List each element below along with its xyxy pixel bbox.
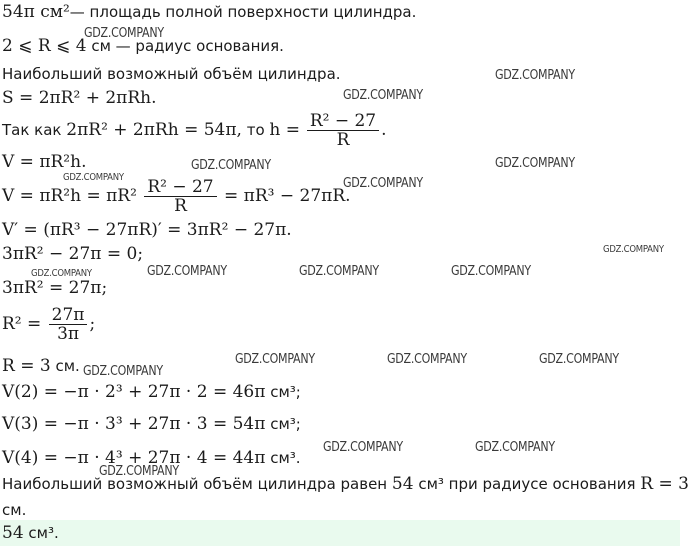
text-radius-label: см — радиус основания. xyxy=(91,37,284,55)
line-h-expression xyxy=(2,112,387,149)
math-radius-result: R = 3 xyxy=(2,356,51,376)
watermark: GDZ.COMPANY xyxy=(539,352,619,367)
text-conclusion-b: см³ при радиусе основания xyxy=(418,475,636,493)
text-then: то xyxy=(246,121,265,139)
answer-box xyxy=(0,520,680,546)
watermark: GDZ.COMPANY xyxy=(63,172,124,183)
text-since: Так как xyxy=(2,121,62,139)
line-volume-substitution xyxy=(2,178,351,215)
answer-value: 54 xyxy=(2,523,24,543)
math-volume-pre: V = πR²h = πR² xyxy=(2,186,137,206)
line-volume-formula: V = πR²h. xyxy=(2,152,87,172)
fraction-numerator: 27π xyxy=(51,305,85,325)
fraction-denominator: R xyxy=(144,196,216,215)
fraction-r-squared xyxy=(49,306,88,343)
fraction-h xyxy=(307,112,379,149)
text-unit-cm3: см³; xyxy=(270,383,301,401)
line-derivative: V′ = (πR³ − 27πR)′ = 3πR² − 27π. xyxy=(2,220,292,240)
watermark: GDZ.COMPANY xyxy=(495,156,575,171)
period: . xyxy=(381,120,387,140)
watermark: GDZ.COMPANY xyxy=(323,440,403,455)
math-volume-2: V(2) = −π · 2³ + 27π · 2 = 46π xyxy=(2,382,266,402)
math-max-volume: 54 xyxy=(391,474,414,494)
line-goal: Наибольший возможный объём цилиндра. xyxy=(2,65,341,83)
watermark: GDZ.COMPANY xyxy=(31,268,92,279)
line-area-given xyxy=(2,2,416,22)
watermark: GDZ.COMPANY xyxy=(235,352,315,367)
watermark: GDZ.COMPANY xyxy=(299,264,379,279)
math-surface-eq: 2πR² + 2πRh = 54π, xyxy=(66,120,242,140)
text-unit-cm3: см³; xyxy=(270,415,301,433)
watermark: GDZ.COMPANY xyxy=(99,464,179,479)
watermark: GDZ.COMPANY xyxy=(147,264,227,279)
math-area: 54π см² xyxy=(2,2,70,22)
line-volume-at-3 xyxy=(2,414,301,434)
watermark: GDZ.COMPANY xyxy=(343,88,423,103)
fraction-substitution xyxy=(144,178,216,215)
line-conclusion-cont: см. xyxy=(2,501,27,519)
watermark: GDZ.COMPANY xyxy=(387,352,467,367)
text-conclusion-a: Наибольший возможный объём цилиндра равен xyxy=(2,475,388,493)
fraction-denominator: 3π xyxy=(49,324,88,343)
semicolon: ; xyxy=(89,314,96,334)
answer-unit: см³. xyxy=(28,524,59,542)
text-area-label: — площадь полной поверхности цилиндра. xyxy=(69,3,417,21)
math-r-squared: R² = xyxy=(2,314,42,334)
fraction-numerator: R² − 27 xyxy=(147,177,214,197)
answer-line xyxy=(2,523,59,543)
math-volume-4: V(4) = −π · 4³ + 27π · 4 = 44π xyxy=(2,448,266,468)
line-radius-result xyxy=(2,356,80,376)
watermark: GDZ.COMPANY xyxy=(495,68,575,83)
watermark: GDZ.COMPANY xyxy=(603,244,664,255)
watermark: GDZ.COMPANY xyxy=(191,158,271,173)
text-unit-cm: см. xyxy=(55,357,80,375)
watermark: GDZ.COMPANY xyxy=(83,364,163,379)
line-equation-2: 3πR² = 27π; xyxy=(2,278,108,298)
math-radius-range: 2 ⩽ R ⩽ 4 xyxy=(2,36,87,56)
math-radius-value: R = 3 xyxy=(640,474,689,494)
watermark: GDZ.COMPANY xyxy=(343,176,423,191)
line-volume-at-2 xyxy=(2,382,301,402)
math-volume-3: V(3) = −π · 3³ + 27π · 3 = 54π xyxy=(2,414,266,434)
line-equation-1: 3πR² − 27π = 0; xyxy=(2,244,144,264)
line-surface-formula: S = 2πR² + 2πRh. xyxy=(2,88,157,108)
watermark: GDZ.COMPANY xyxy=(475,440,555,455)
text-unit-cm3: см³. xyxy=(270,449,301,467)
math-h: h = xyxy=(269,120,301,140)
fraction-numerator: R² − 27 xyxy=(309,111,377,131)
fraction-denominator: R xyxy=(307,130,379,149)
watermark: GDZ.COMPANY xyxy=(451,264,531,279)
watermark: GDZ.COMPANY xyxy=(84,26,164,41)
line-r-squared xyxy=(2,306,95,343)
math-volume-post: = πR³ − 27πR. xyxy=(224,186,351,206)
